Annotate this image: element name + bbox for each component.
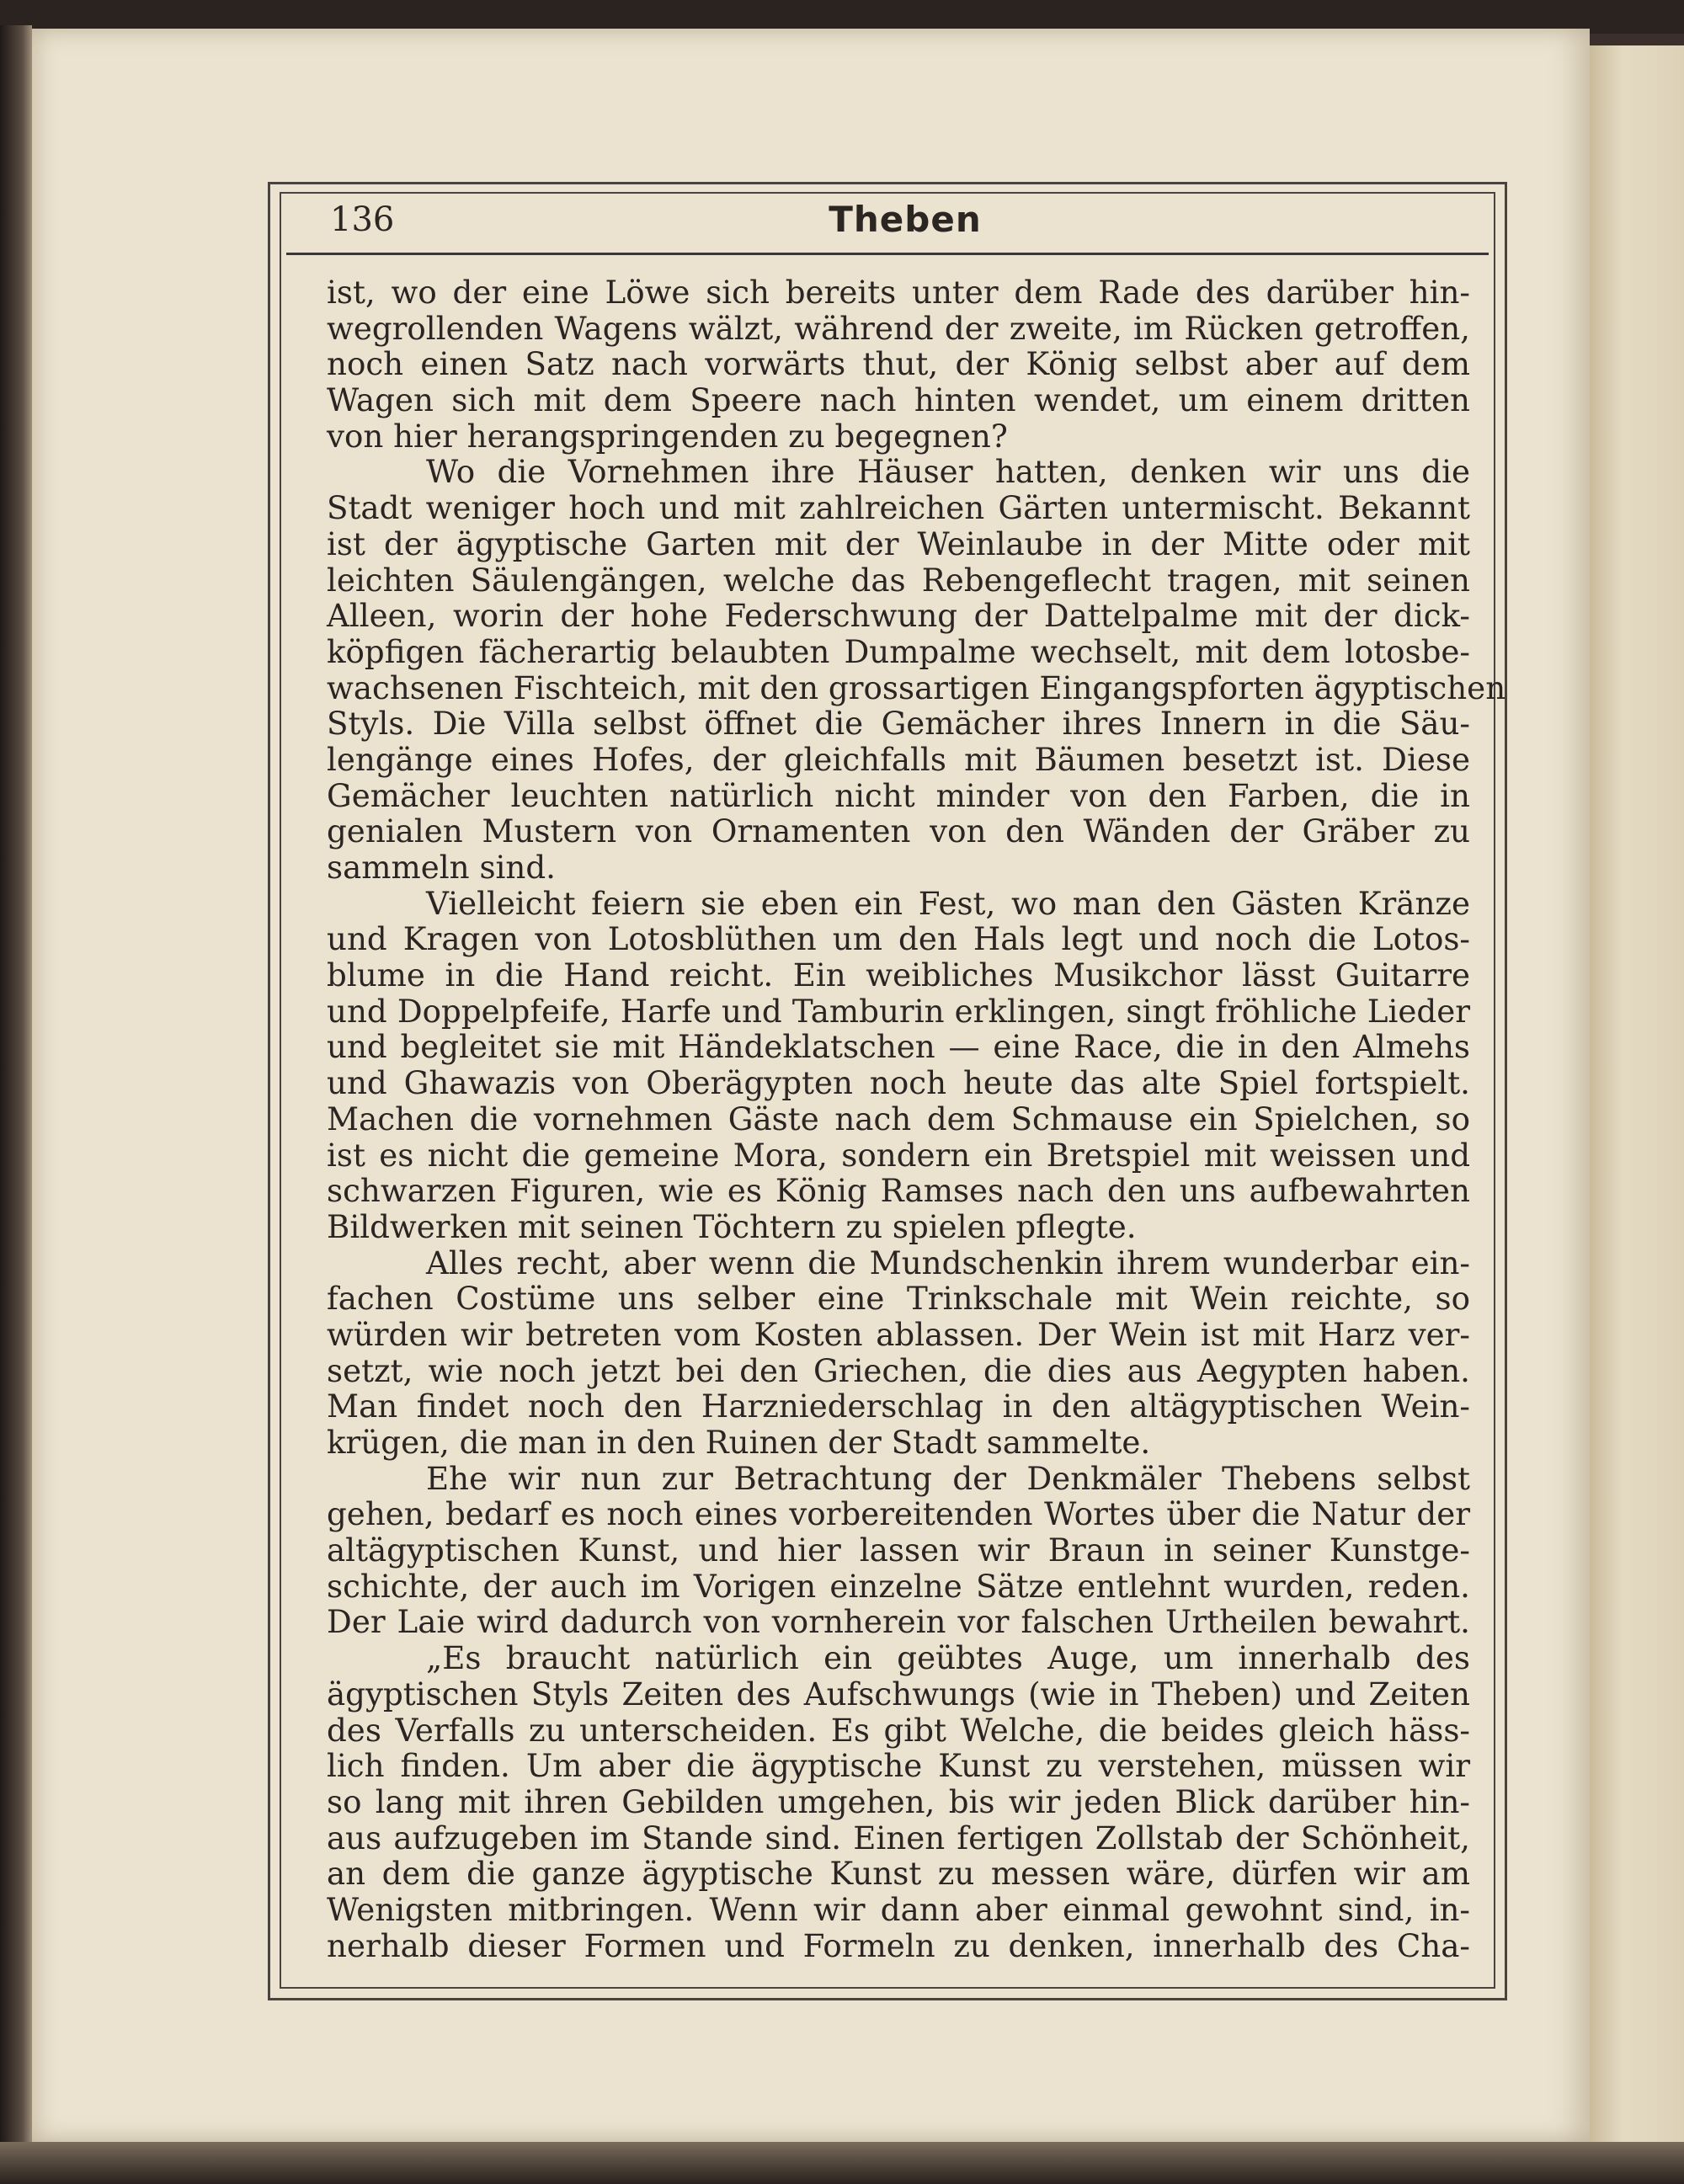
text-line: schwarzen Figuren, wie es König Ramses nach den uns aufbewahrten (327, 1172, 1470, 1210)
text-line: Vielleicht feiern sie eben ein Fest, wo man den Gästen Kränze (426, 884, 1470, 922)
text-line: und Kragen von Lotosblüthen um den Hals legt und noch die Lotos- (327, 920, 1470, 958)
text-line: Stadt weniger hoch und mit zahlreichen Gärten untermischt. Bekannt (327, 489, 1470, 527)
body-text (327, 274, 1506, 1964)
text-line: gehen, bedarf es noch eines vorbereitenden Wortes über die Natur der (327, 1495, 1470, 1533)
text-line: lich finden. Um aber die ägyptische Kunst zu verstehen, müssen wir (327, 1747, 1470, 1785)
text-line: Machen die vornehmen Gäste nach dem Schmause ein Spielchen, so (327, 1100, 1470, 1137)
text-line: aus aufzugeben im Stande sind. Einen fertigen Zollstab der Schönheit, (327, 1819, 1470, 1856)
text-line: ist, wo der eine Löwe sich bereits unter dem Rade des darüber hin- (327, 274, 1470, 311)
text-line: lengänge eines Hofes, der gleichfalls mit Bäumen besetzt ist. Diese (327, 740, 1470, 778)
text-line: Gemächer leuchten natürlich nicht minder von den Farben, die in (327, 776, 1470, 814)
text-line: Der Laie wird dadurch von vornherein vor falschen Urtheilen bewahrt. (327, 1603, 1470, 1641)
text-line: wegrollenden Wagens wälzt, während der zweite, im Rücken getroffen, (327, 309, 1470, 347)
text-line: Ehe wir nun zur Betrachtung der Denkmäler Thebens selbst (426, 1459, 1470, 1497)
text-line: schichte, der auch im Vorigen einzelne Sätze entlehnt wurden, reden. (327, 1567, 1470, 1605)
text-line: ägyptischen Styls Zeiten des Aufschwungs (wie in Theben) und Zeiten (327, 1675, 1470, 1713)
text-line: köpfigen fächerartig belaubten Dumpalme wechselt, mit dem lotosbe- (327, 632, 1470, 670)
text-line: noch einen Satz nach vorwärts thut, der König selbst aber auf dem (327, 345, 1470, 383)
page-number: 136 (330, 200, 395, 239)
text-line: und begleitet sie mit Händeklatschen — eine Race, die in den Almehs (327, 1028, 1470, 1066)
text-line: des Verfalls zu unterscheiden. Es gibt Welche, die beides gleich häss- (327, 1711, 1470, 1749)
text-line: Alleen, worin der hohe Federschwung der Dattelpalme mit der dick- (327, 597, 1470, 635)
text-line: und Doppelpfeife, Harfe und Tamburin erklingen, singt fröhliche Lieder (327, 992, 1470, 1030)
text-line: Man findet noch den Harzniederschlag in den altägyptischen Wein- (327, 1388, 1470, 1425)
scan-backdrop-bottom (0, 2142, 1684, 2184)
book-spine-shadow (0, 25, 32, 2164)
text-line: blume in die Hand reicht. Ein weibliches Musikchor lässt Guitarre (327, 956, 1470, 994)
text-line: an dem die ganze ägyptische Kunst zu messen wäre, dürfen wir am (327, 1855, 1470, 1893)
text-line: so lang mit ihren Gebilden umgehen, bis wir jeden Blick darüber hin- (327, 1782, 1470, 1820)
text-line: „Es braucht natürlich ein geübtes Auge, um innerhalb des (426, 1639, 1470, 1677)
facing-page-edge (1590, 45, 1684, 2145)
text-line: Wenigsten mitbringen. Wenn wir dann aber einmal gewohnt sind, in- (327, 1890, 1470, 1928)
text-line: krügen, die man in den Ruinen der Stadt sammelte. (327, 1424, 1151, 1461)
text-line: setzt, wie noch jetzt bei den Griechen, die dies aus Aegypten haben. (327, 1351, 1470, 1389)
text-line: ist der ägyptische Garten mit der Weinlaube in der Mitte oder mit (327, 525, 1470, 562)
running-title: Theben (829, 199, 982, 240)
text-line: genialen Mustern von Ornamenten von den Wänden der Gräber zu (327, 812, 1470, 850)
text-line: Wagen sich mit dem Speere nach hinten wendet, um einem dritten (327, 381, 1470, 419)
text-line: altägyptischen Kunst, und hier lassen wir Braun in seiner Kunstge- (327, 1531, 1470, 1569)
text-line: von hier herangspringenden zu begegnen? (327, 417, 1008, 455)
text-line: und Ghawazis von Oberägypten noch heute das alte Spiel fortspielt. (327, 1064, 1470, 1102)
text-line: würden wir betreten vom Kosten ablassen. Der Wein ist mit Harz ver- (327, 1315, 1470, 1353)
text-line: Wo die Vornehmen ihre Häuser hatten, denken wir uns die (426, 453, 1470, 491)
text-line: sammeln sind. (327, 849, 557, 886)
text-line: leichten Säulengängen, welche das Rebengeflecht tragen, mit seinen (327, 561, 1470, 599)
text-line: nerhalb dieser Formen und Formeln zu denken, innerhalb des Cha- (327, 1926, 1470, 1964)
text-line: fachen Costüme uns selber eine Trinkschale mit Wein reichte, so (327, 1280, 1470, 1318)
text-line: Bildwerken mit seinen Töchtern zu spielen pflegte. (327, 1207, 1137, 1245)
text-line: wachsenen Fischteich, mit den grossartigen Eingangspforten ägyptischen (327, 669, 1506, 706)
text-line: Alles recht, aber wenn die Mundschenkin ihrem wunderbar ein- (426, 1244, 1470, 1281)
text-line: Styls. Die Villa selbst öffnet die Gemächer ihres Innern in die Säu- (327, 705, 1470, 743)
header-rule (286, 253, 1489, 255)
text-line: ist es nicht die gemeine Mora, sondern ein Bretspiel mit weissen und (327, 1136, 1470, 1174)
